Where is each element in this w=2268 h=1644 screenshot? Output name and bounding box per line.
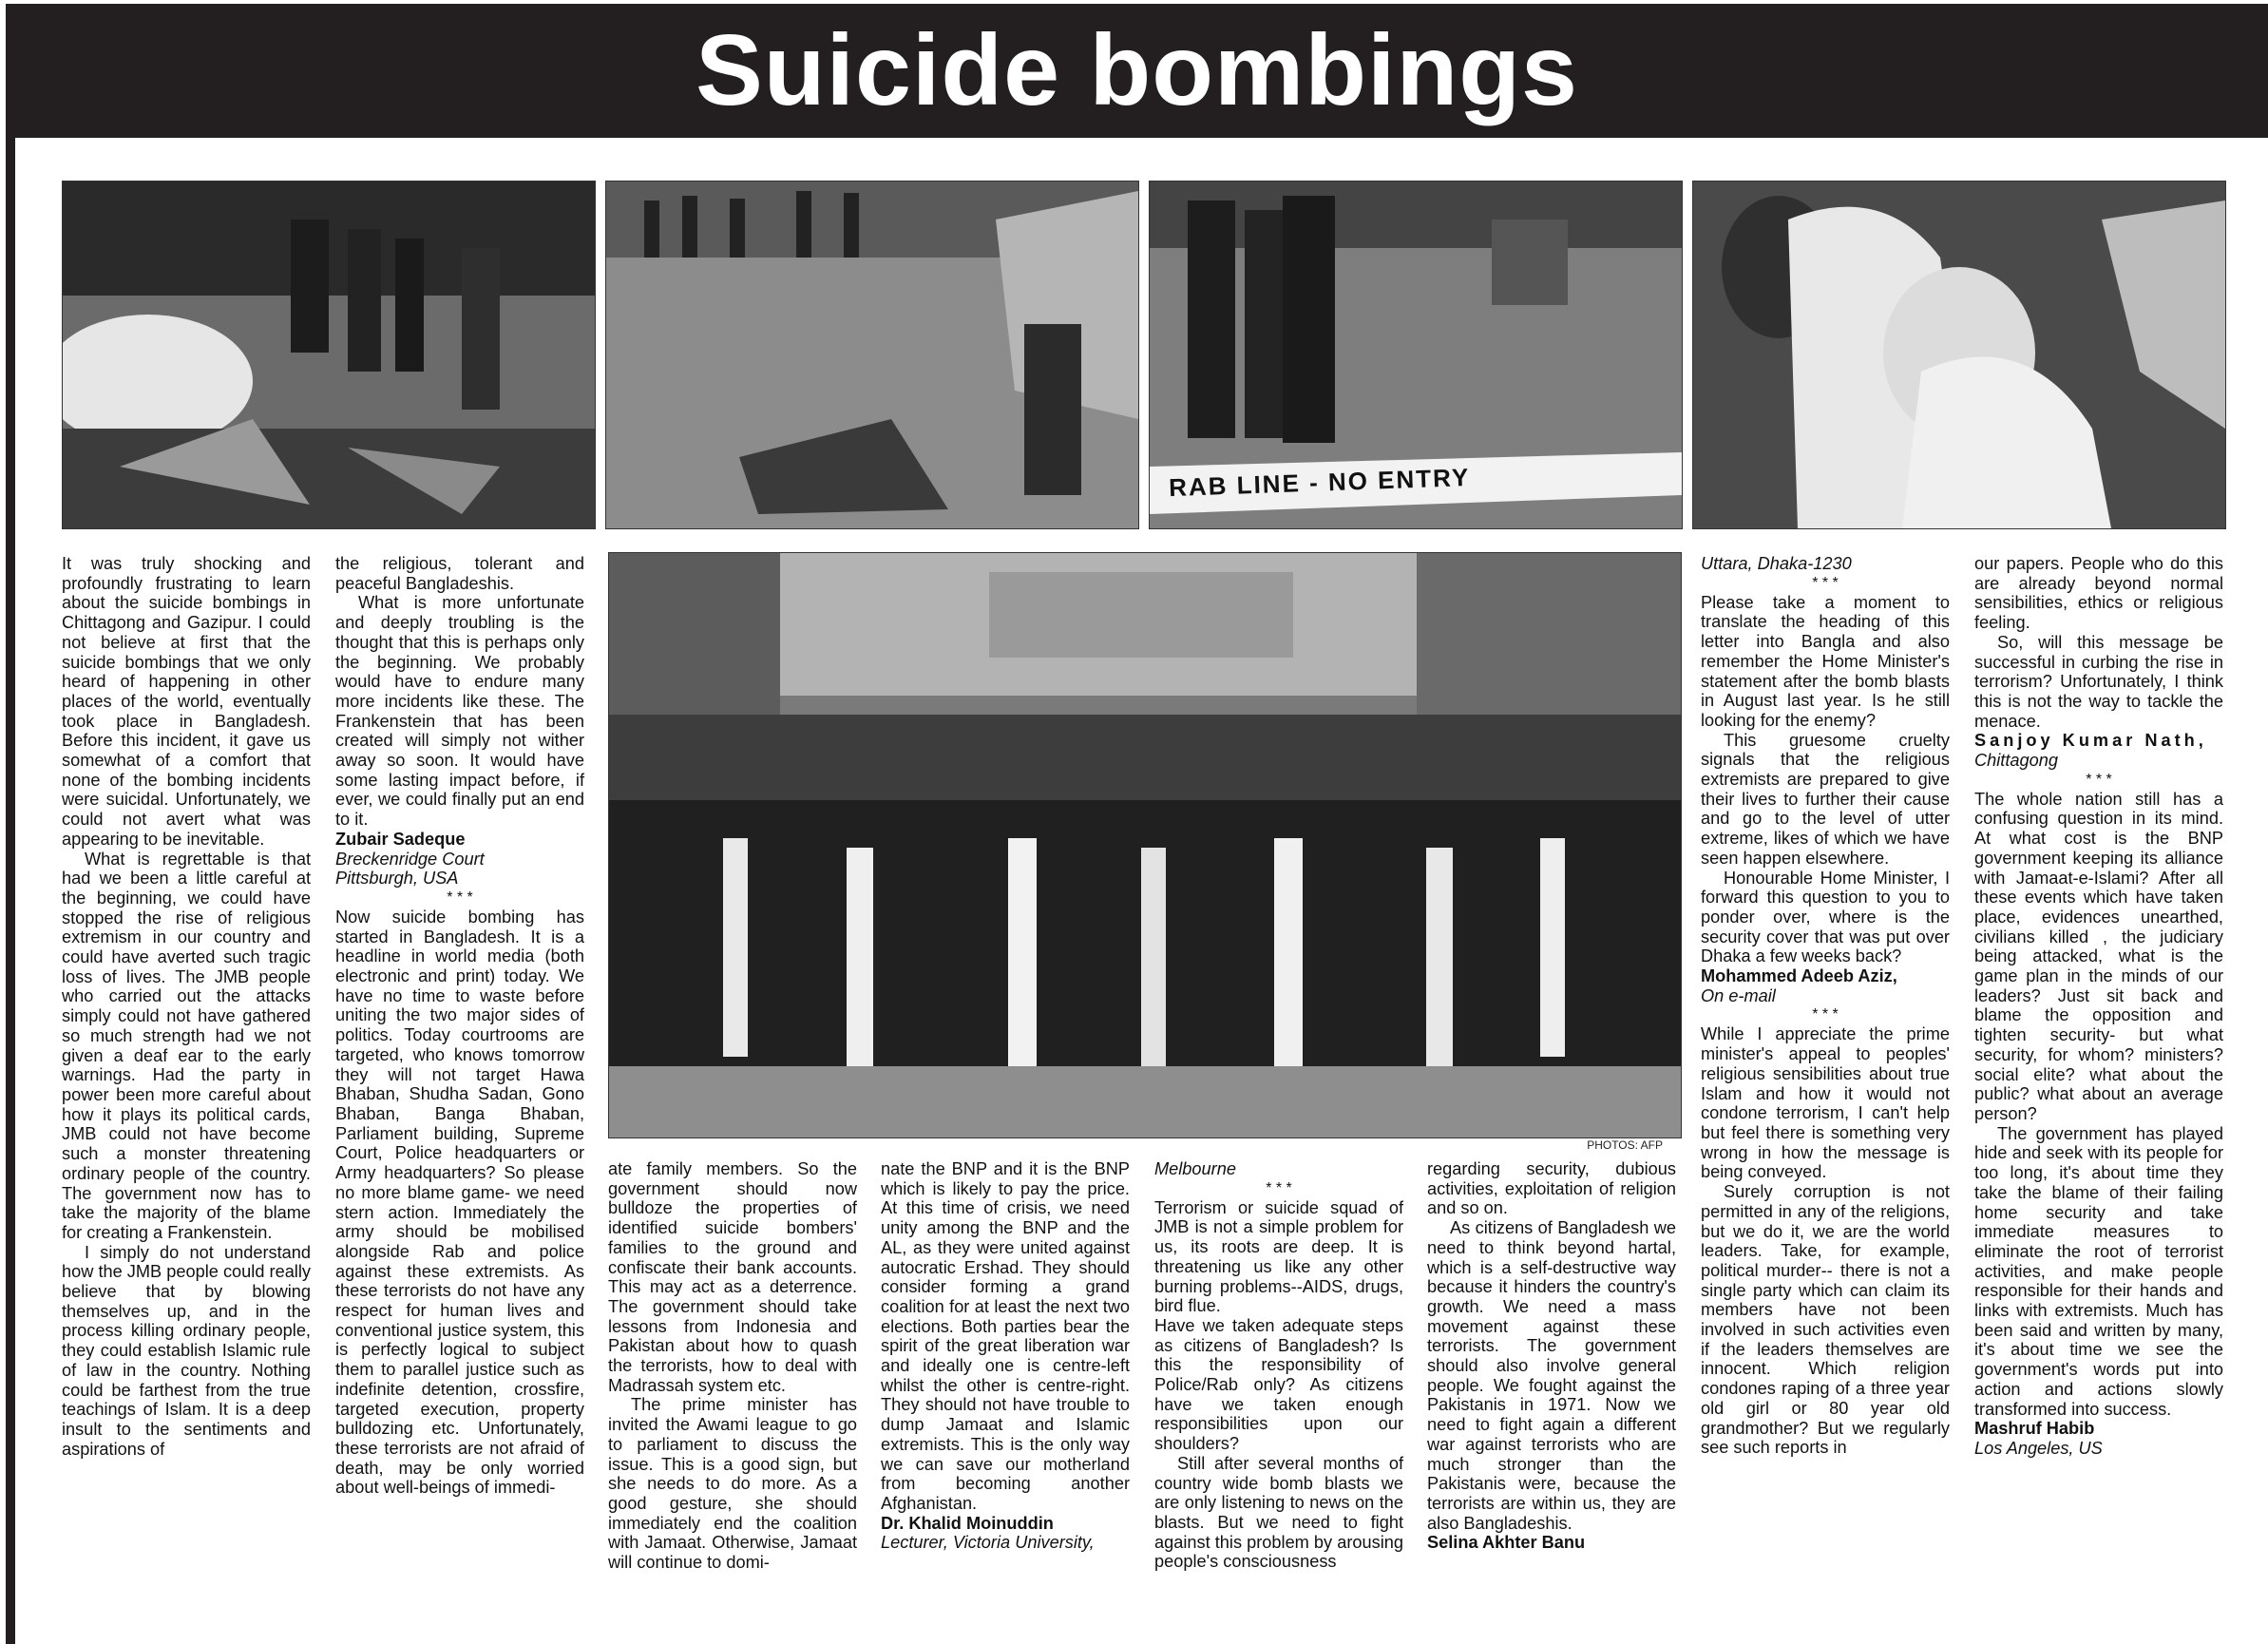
paragraph: ate family members. So the government should now bulldoze the properties of identified suicide bombers' families to the ground and confiscate their bank accounts. This may act as a deterrence. The government should take lessons from Indonesia and Pakistan about how to quash the terrorists, how to deal with Madrassah system etc. [608,1159,857,1395]
paragraph: The whole nation still has a confusing question in its mind. At what cost is the BNP government keeping its alliance with Jamaat-e-Islami? After all these events which have taken place, evidences unearthed, civilians killed , the judiciary being attacked, what is the game plan in the minds of our leaders? Just sit back and blame the opposition and tighten security- but what security, for whom? ministers? social elite? what about the public? what about an average person? [1974,789,2223,1123]
paragraph: The government has played hide and seek with its people for too long, it's about time they take the blame of their failing home security and take immediate measures to eliminate the root of terrorist activities, and make people responsible for their hands and links with extremists. Much has been said and written by many, it's about time we see the government's words put into action and actions slowly transformed into success. [1974,1123,2223,1419]
police-tape-text: RAB LINE - NO ENTRY [1168,463,1471,503]
paragraph: The prime minister has invited the Awami league to go to parliament to discuss the issue. This is a good sign, but she needs to do more. As a good gesture, she should immediately end the coalition with Jamaat. Otherwise, Jamaat will continue to domi- [608,1395,857,1573]
letter-signature: Zubair Sadeque [335,829,466,849]
page-title: Suicide bombings [6,4,2268,138]
letter-signature: Selina Akhter Banu [1427,1533,1586,1553]
paragraph: I simply do not understand how the JMB people could really believe that by blowing themselves up, and in the process killing ordinary people, they could establish Islamic rule of law in the country. Nothing could be farthest from the true teachings of Islam. It is a deep insult to the sentiments and aspirations of [62,1242,311,1459]
separator-stars: * * * [447,889,473,906]
letter-column-2 [335,554,584,1498]
lawyers-protest-march-photo [608,552,1682,1138]
letter-affiliation: Uttara, Dhaka-1230 [1701,554,1852,573]
letter-column-8 [1974,554,2223,1459]
letter-affiliation: Los Angeles, US [1974,1438,2103,1458]
letter-affiliation: Pittsburgh, USA [335,869,459,889]
letter-column-5 [1154,1159,1403,1572]
paragraph: While I appreciate the prime minister's appeal to peoples' religious sensibilities about true Islam and how it would not condone terrorism, I can't help but feel there is something very wrong in how the message is being conveyed. [1701,1024,1950,1182]
letter-column-1 [62,554,311,1459]
separator-stars: * * * [2086,771,2112,788]
paragraph: Please take a moment to translate the heading of this letter into Bangla and also remember the Home Minister's statement after the bomb blasts in August last year. Is he still looking for the enemy? [1701,592,1950,730]
letter-signature: Sanjoy Kumar Nath, [1974,731,2207,751]
letter-affiliation: Lecturer, Victoria University, [881,1533,1095,1553]
paragraph: Still after several months of country wide bomb blasts we are only listening to news on the blasts. But we need to fight against this problem by arousing people's consciousness [1154,1453,1403,1572]
letter-signature: Mohammed Adeeb Aziz, [1701,966,1897,986]
letter-column-7 [1701,554,1950,1458]
paragraph: Have we taken adequate steps as citizens of Bangladesh? Is this the responsibility of Police/Rab only? As citizens have we taken enough responsibilities upon our shoulders? [1154,1315,1403,1454]
letter-column-3 [608,1159,857,1573]
paragraph: nate the BNP and it is the BNP which is likely to pay the price. At this time of crisis, we need unity among the BNP and the AL, as they were united against autocratic Ershad. They should consider forming a grand coalition for at least the next two elections. Both parties bear the spirit of the great liberation war and ideally one is centre-left whilst the other is centre-right. They should not have trouble to dump Jamaat and Islamic extremists. This is the only way we can save our motherland from becoming another Afghanistan. [881,1159,1130,1513]
paragraph: It was truly shocking and profoundly frustrating to learn about the suicide bombings in Chittagong and Gazipur. I could not believe at first that the suicide bombings that we only heard of happening in other places of the world, eventually took place in Bangladesh. Before this incident, it gave us somewhat of a comfort that none of the bombing incidents were suicidal. Unfortunately, we could not avert what was appearing to be inevitable. [62,554,311,849]
rab-line-no-entry-photo [1149,181,1683,529]
letter-affiliation: Chittagong [1974,751,2058,771]
paragraph: our papers. People who do this are already beyond normal sensibilities, ethics or religious feeling. [1974,554,2223,633]
paragraph: So, will this message be successful in curbing the rise in terrorism? Unfortunately, I think this is not the way to tackle the menace. [1974,632,2223,731]
paragraph: Terrorism or suicide squad of JMB is not a simple problem for us, its roots are deep. It is threatening us like any other burning problems--AIDS, drugs, bird flue. [1154,1197,1403,1316]
letter-affiliation: On e-mail [1701,985,1776,1005]
separator-stars: * * * [1812,1006,1839,1023]
paragraph: Surely corruption is not permitted in any of the religions, but we do it, we are the world leaders. Take, for example, political murder-- there is not a single party which can claim its members have not been involved in such activities even if the leaders themselves are innocent. Which religion condones raping of a three year old girl or 80 year old grandmother? But we regularly see such reports in [1701,1182,1950,1458]
paragraph: Now suicide bombing has started in Bangladesh. It is a headline in world media (both electronic and print) today. We have no time to waste before uniting the two major sides of politics. Today courtrooms are targeted, who knows tomorrow they will not target Hawa Bhaban, Shudha Sadan, Gono Bhaban, Banga Bhaban, Parliament building, Supreme Court, Police headquarters or Army headquarters? So please no more blame game- we need stern action. Immediately the army should be mobilised alongside Rab and police against these extremists. As these terrorists do not have any respect for human lives and conventional justice system, this is perfectly logical to subject them to parallel justice such as indefinite detention, crossfire, targeted execution, property bulldozing etc. Unfortunately, these terrorists are not afraid of death, may be only worried about well-beings of immedi- [335,907,584,1498]
letter-column-6 [1427,1159,1676,1553]
letter-signature: Dr. Khalid Moinuddin [881,1513,1054,1533]
grieving-women-photo [1692,181,2226,529]
letter-affiliation: Breckenridge Court [335,849,485,869]
separator-stars: * * * [1266,1179,1292,1196]
paragraph: What is regrettable is that had we been a little careful at the beginning, we could have stopped the rise of religious extremism in our country and could have averted such tragic loss of lives. The JMB people who carried out the attacks simply could not have gathered so much strength had we not given a deaf ear to the early warnings. Had the party in power been more careful about how it plays its political cards, JMB could not have become such a monster threatening ordinary people of the country. The government now has to take the majority of the blame for creating a Frankenstein. [62,849,311,1242]
separator-stars: * * * [1812,574,1839,591]
paragraph: What is more unfortunate and deeply troubling is the thought that this is perhaps only the beginning. We probably would have to endure many more incidents like these. The Frankenstein that has been created will simply not wither away so soon. It would have some lasting impact before, if ever, we could finally put an end to it. [335,593,584,830]
paragraph: Honourable Home Minister, I forward this question to you to ponder over, where is the security cover that was put over Dhaka a few weeks back? [1701,868,1950,966]
paragraph: This gruesome cruelty signals that the religious extremists are prepared to give their lives to further their cause and go to the level of utter extreme, likes of which we have seen happen elsewhere. [1701,730,1950,868]
bomb-blast-courtroom-photo [62,181,596,529]
blast-debris-boots-photo [605,181,1139,529]
paragraph: regarding security, dubious activities, exploitation of religion and so on. [1427,1159,1676,1218]
photo-credit: PHOTOS: AFP [1587,1138,1663,1152]
letter-affiliation: Melbourne [1154,1159,1236,1178]
letter-signature: Mashruf Habib [1974,1419,2095,1439]
left-border-rule [6,138,15,1644]
paragraph: the religious, tolerant and peaceful Bangladeshis. [335,554,584,593]
letter-column-4 [881,1159,1130,1553]
paragraph: As citizens of Bangladesh we need to think beyond hartal, which is a self-destructive way because it hinders the country's growth. We need a mass movement against these terrorists. The government should also involve general people. We fought against the Pakistanis in 1971. Now we need to fight again a different war against terrorists who are much stronger than the Pakistanis were, because the terrorists are within us, they are also Bangladeshis. [1427,1218,1676,1533]
